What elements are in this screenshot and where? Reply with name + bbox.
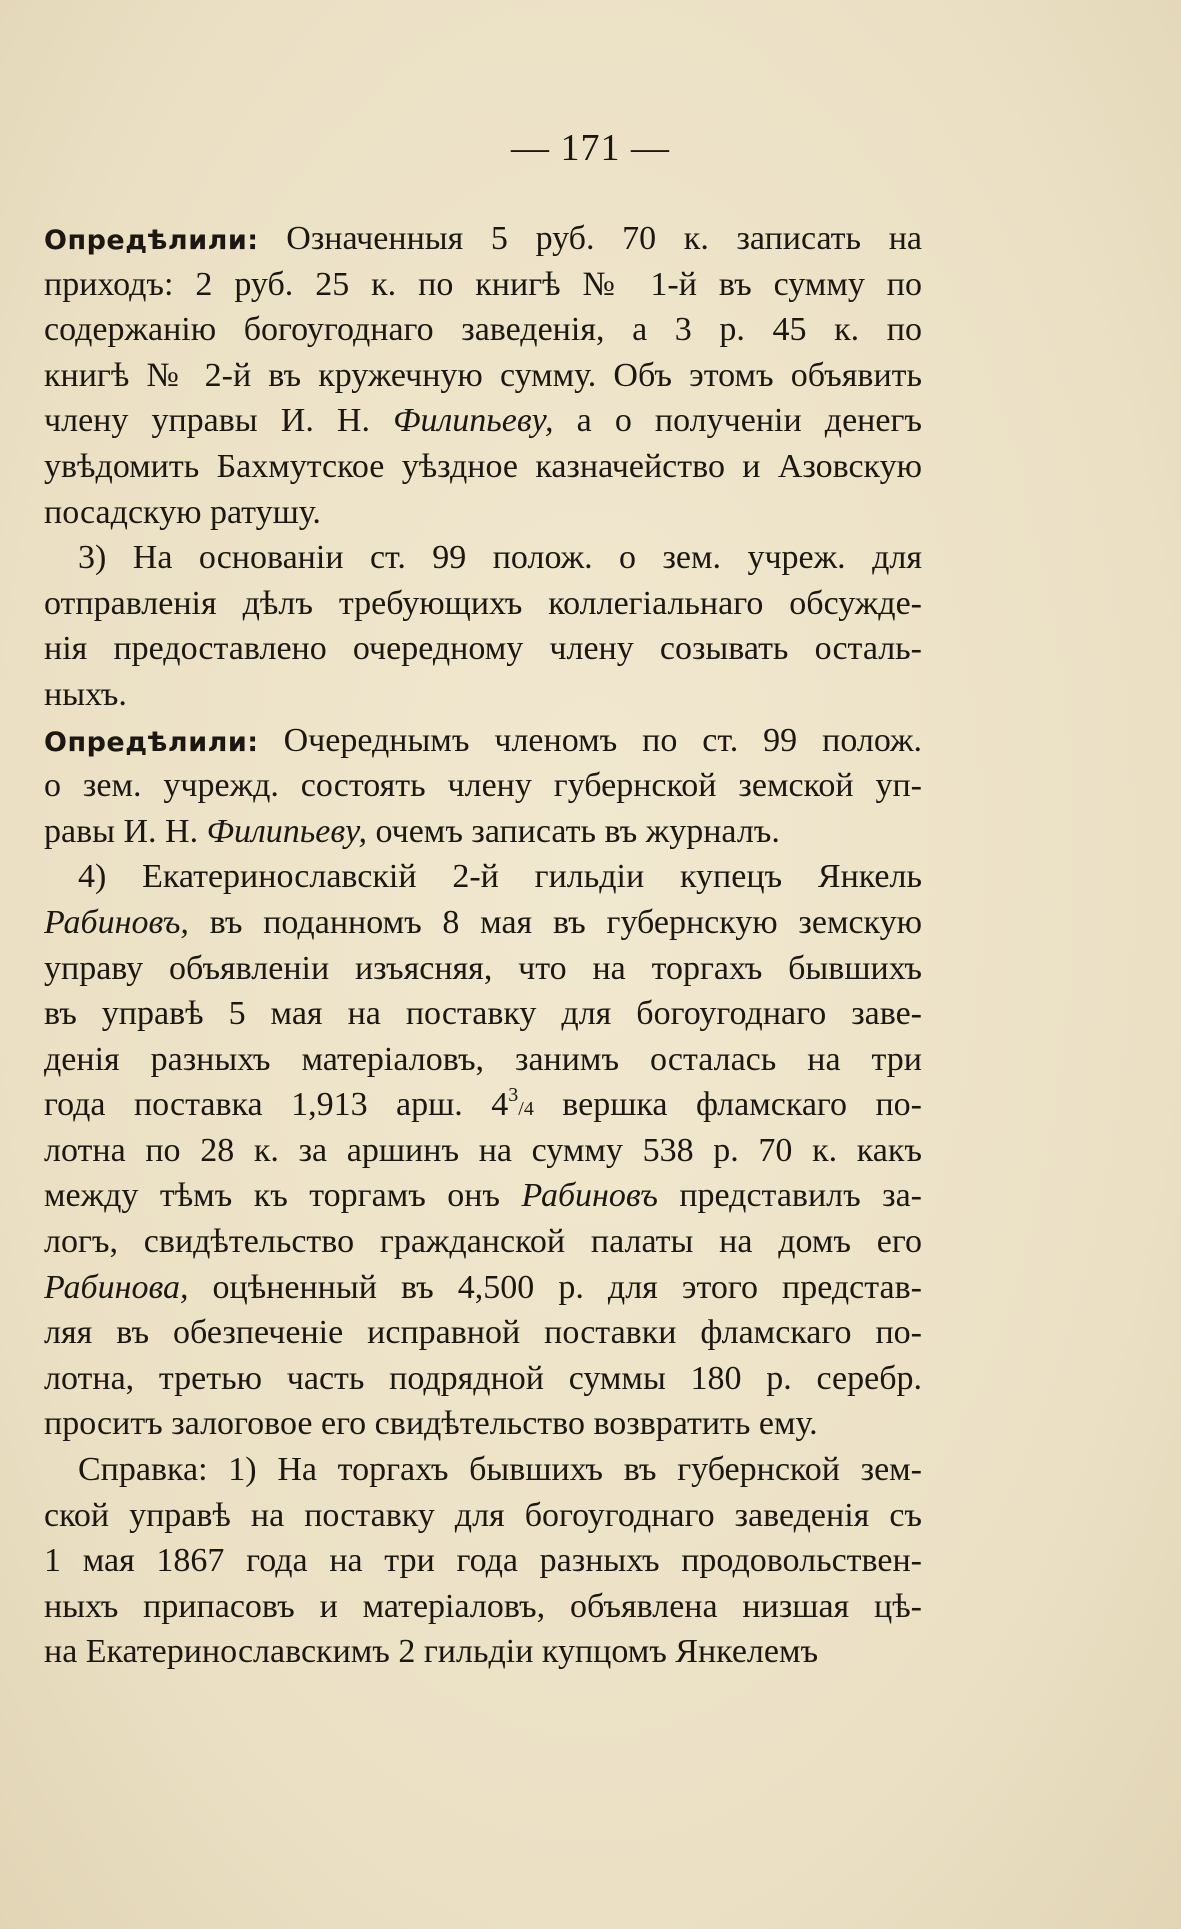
text-run: лотна по 28 к. за аршинъ на сумму 538 р. 70 к. какъ (44, 1131, 922, 1169)
text-line (44, 1629, 922, 1675)
fraction-denominator: /4 (518, 1098, 534, 1121)
text-run: оцѣненный въ 4,500 р. для этого представ- (188, 1268, 922, 1306)
text-line (44, 307, 922, 353)
text-run: года поставка 1,913 арш. 4 (44, 1086, 509, 1124)
text-line (44, 581, 922, 627)
text-line (44, 1493, 922, 1539)
text-line (44, 946, 922, 992)
text-run: проситъ залоговое его свидѣтельство возвратить ему. (44, 1405, 818, 1443)
text-line (44, 1584, 922, 1630)
text-line (44, 900, 922, 946)
text-run: Справка: 1) На торгахъ бывшихъ въ губернской зем- (78, 1451, 922, 1489)
body-text (44, 216, 922, 1675)
text-run: а о полученіи денегъ (553, 402, 922, 440)
text-line (44, 1538, 922, 1584)
text-run: приходъ: 2 руб. 25 к. по книгѣ № 1-й въ сумму по (44, 265, 922, 303)
text-line (44, 1447, 922, 1493)
text-line (44, 1401, 922, 1447)
resolution-label: Опредѣлили: (44, 726, 259, 758)
text-run: вершка фламскаго по- (533, 1086, 922, 1124)
text-line (44, 1265, 922, 1311)
text-line (44, 262, 922, 308)
italic-name: Рабиновъ (521, 1177, 658, 1215)
text-line (44, 1310, 922, 1356)
text-run: равы И. Н. (44, 812, 207, 850)
text-run: Очереднымъ членомъ по ст. 99 полож. (258, 721, 922, 759)
italic-name: Рабинова, (44, 1268, 189, 1306)
text-run: ской управѣ на поставку для богоугоднаго заведенія съ (44, 1496, 922, 1534)
text-line (44, 672, 922, 718)
text-run: увѣдомить Бахмутское уѣздное казначейство и Азовскую (44, 447, 922, 485)
text-run: члену управы И. Н. (44, 402, 394, 440)
text-run: отправленія дѣлъ требующихъ коллегіальнаго обсужде- (44, 584, 922, 622)
text-run: посадскую ратушу. (44, 493, 321, 531)
text-line (44, 1128, 922, 1174)
text-line (44, 991, 922, 1037)
text-line (44, 763, 922, 809)
text-line (44, 1082, 922, 1128)
text-line (44, 216, 922, 262)
text-run: на Екатеринославскимъ 2 гильдіи купцомъ Янкелемъ (44, 1633, 819, 1671)
text-run: содержанію богоугоднаго заведенія, а 3 р. 45 к. по (44, 311, 922, 349)
text-line (44, 1037, 922, 1083)
text-line (44, 718, 922, 764)
text-run: ныхъ. (44, 675, 127, 713)
text-run: 4) Екатеринославскій 2-й гильдіи купецъ Янкель (78, 858, 922, 896)
text-run: Означенныя 5 руб. 70 к. записать на (258, 220, 922, 257)
fraction-numerator: 3 (508, 1084, 519, 1107)
text-line (44, 398, 922, 444)
text-run: логъ, свидѣтельство гражданской палаты на домъ его (44, 1223, 922, 1261)
text-run: денія разныхъ матеріаловъ, занимъ осталась на три (44, 1040, 922, 1078)
text-run: управу объявленіи изъясняя, что на торгахъ бывшихъ (44, 949, 922, 987)
text-line (44, 626, 922, 672)
text-line (44, 1356, 922, 1402)
italic-name: Филипьеву, (393, 402, 554, 440)
text-line (44, 809, 922, 855)
italic-name: Филипьеву, (206, 812, 367, 850)
text-line (44, 1173, 922, 1219)
text-run: ныхъ припасовъ и матеріаловъ, объявлена низшая цѣ- (44, 1587, 922, 1625)
text-line (44, 444, 922, 490)
text-run: въ управѣ 5 мая на поставку для богоугоднаго заве- (44, 995, 922, 1033)
text-run: между тѣмъ къ торгамъ онъ (44, 1177, 522, 1215)
text-run: книгѣ № 2-й въ кружечную сумму. Объ этомъ объявить (44, 356, 922, 394)
text-run: нія предоставлено очередному члену созывать осталь- (44, 630, 922, 668)
italic-name: Рабиновъ, (44, 903, 189, 941)
text-run: лотна, третью часть подрядной суммы 180 р. серебр. (44, 1359, 922, 1397)
text-line (44, 854, 922, 900)
text-run: 1 мая 1867 года на три года разныхъ продовольствен- (44, 1542, 922, 1580)
text-line (44, 1219, 922, 1265)
page-number: — 171 — (511, 127, 670, 169)
text-run: ляя въ обезпеченіе исправной поставки фламскаго по- (44, 1314, 922, 1352)
resolution-label: Опредѣлили: (44, 225, 259, 256)
text-run: очемъ записать въ журналъ. (367, 812, 780, 850)
text-line (44, 535, 922, 581)
text-run: въ поданномъ 8 мая въ губернскую земскую (188, 903, 922, 941)
text-line (44, 490, 922, 536)
text-run: представилъ за- (657, 1177, 922, 1215)
text-run: 3) На основаніи ст. 99 полож. о зем. учреж. для (78, 539, 922, 577)
text-run: о зем. учрежд. состоять члену губернской земской уп- (44, 767, 922, 805)
text-line (44, 353, 922, 399)
